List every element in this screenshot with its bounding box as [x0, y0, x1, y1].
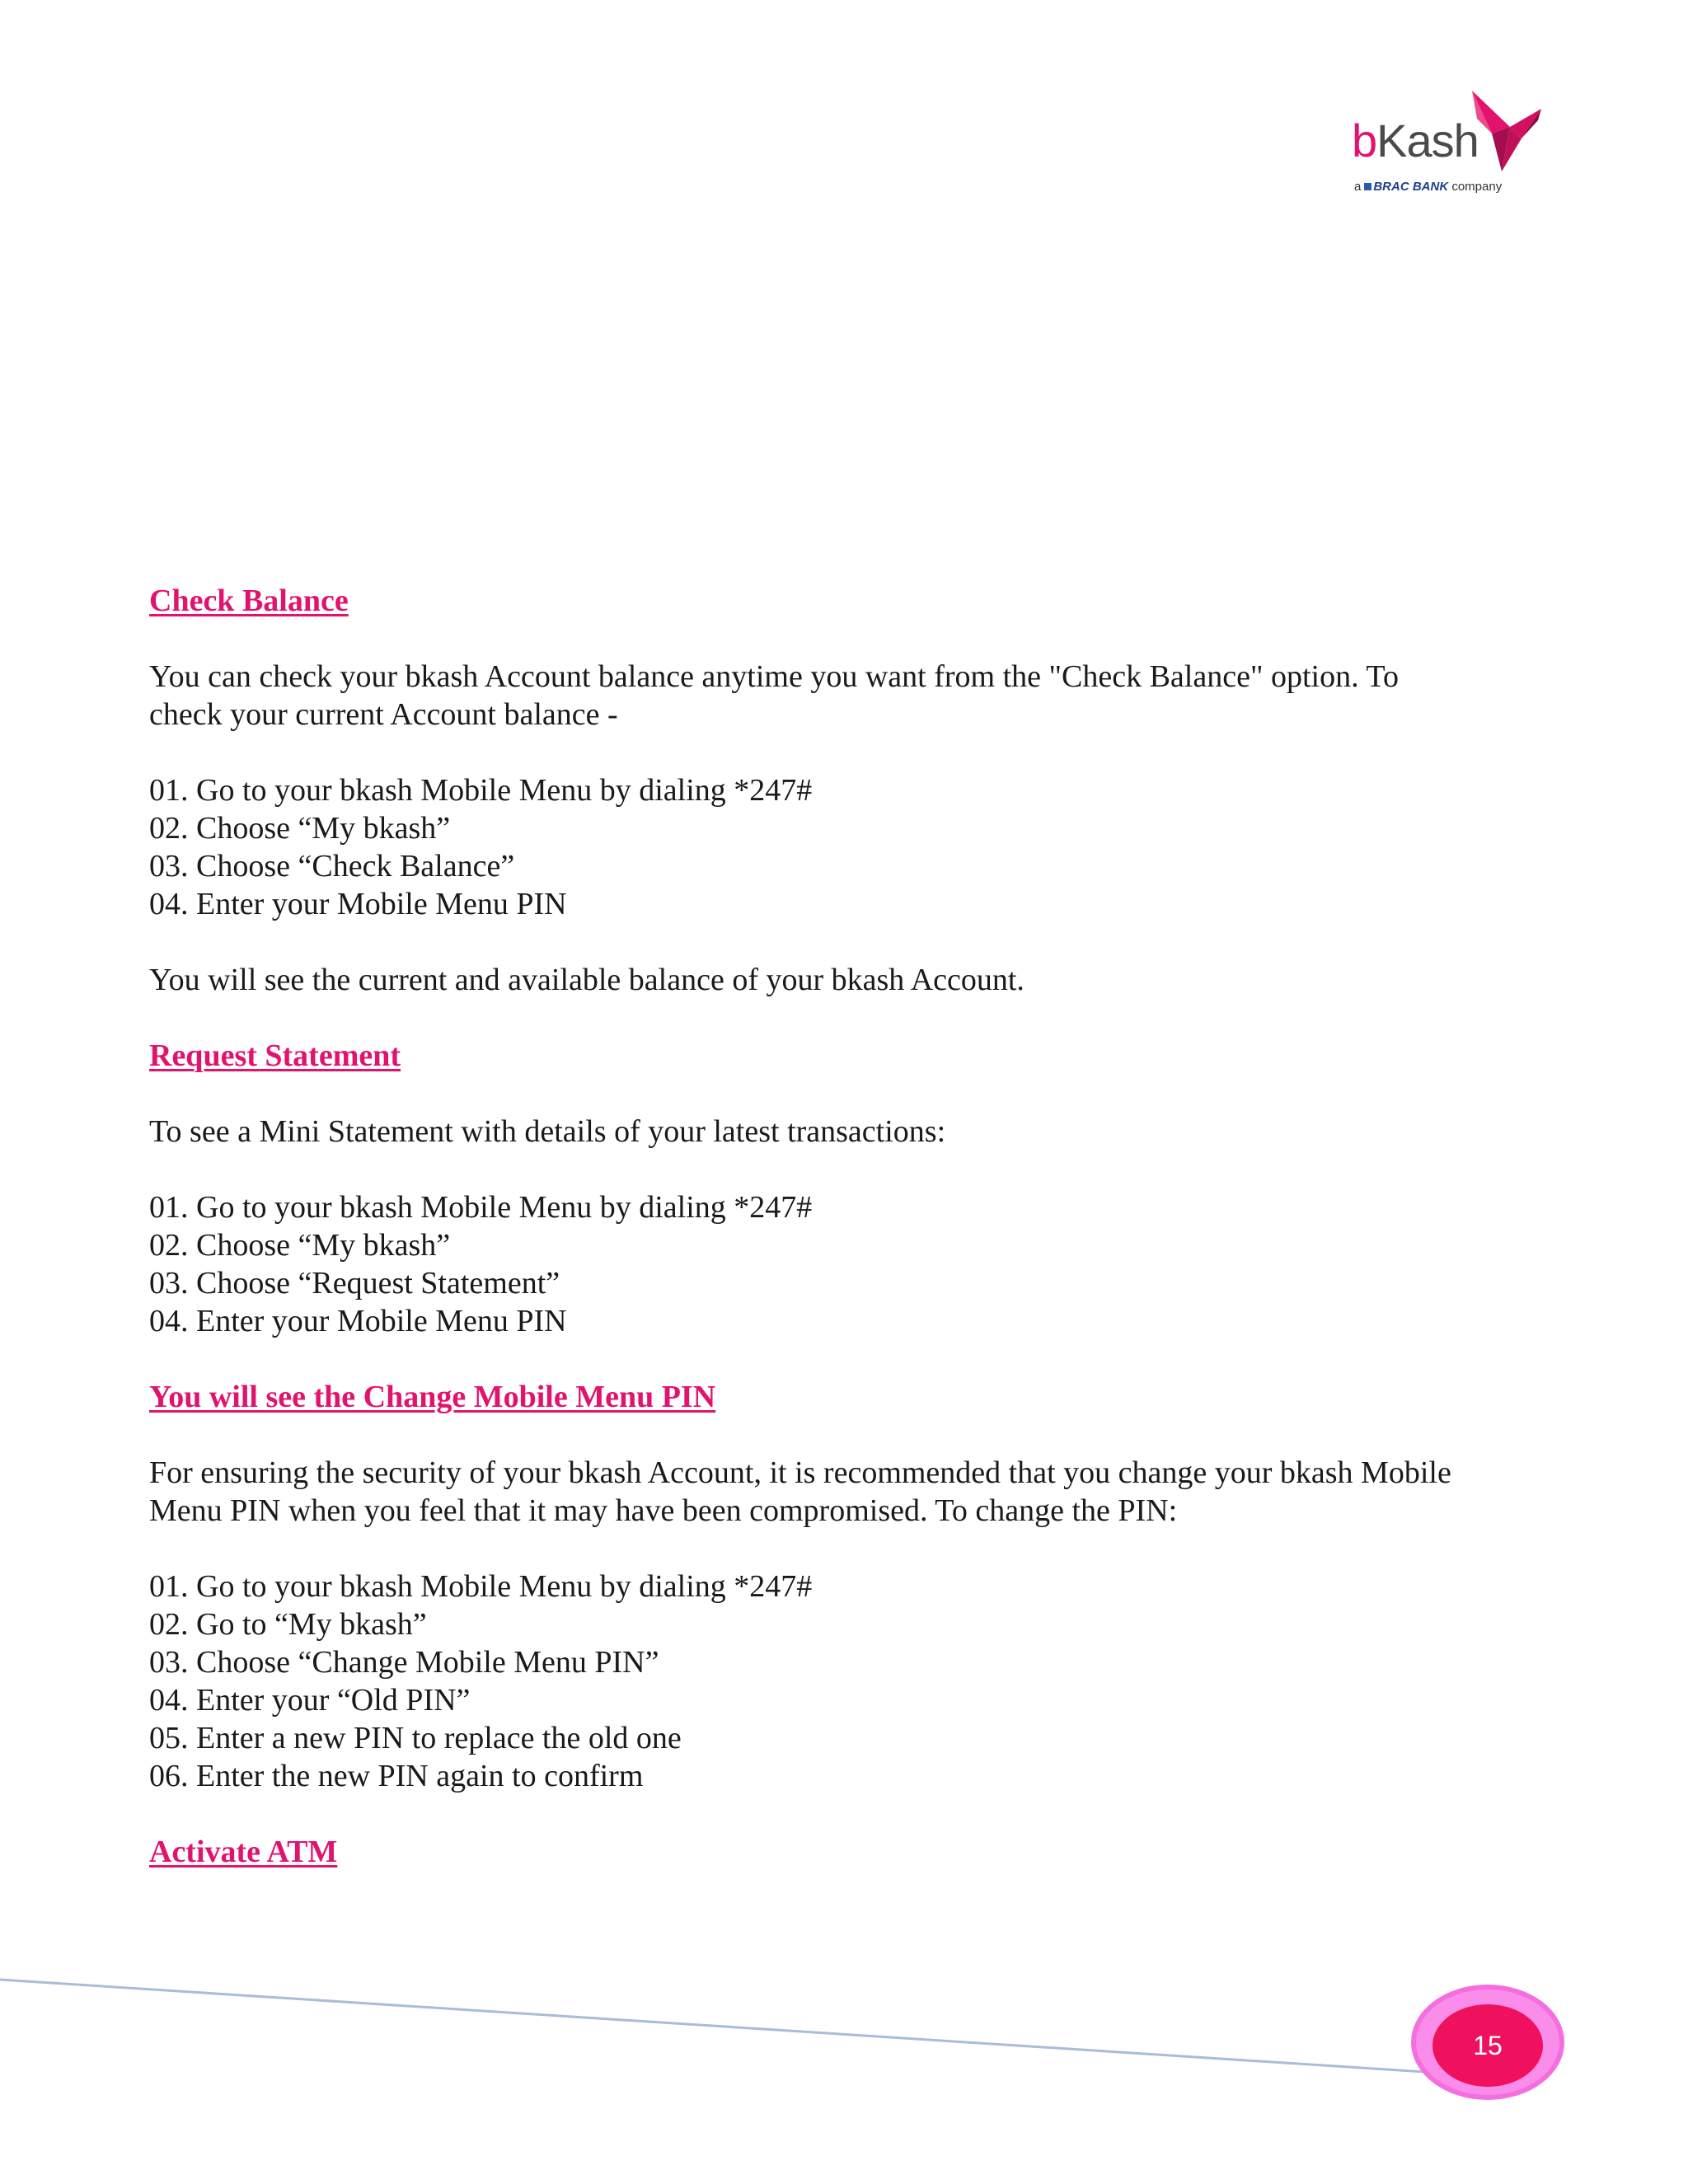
- check-balance-step: 03. Choose “Check Balance”: [149, 849, 515, 883]
- heading-change-pin: You will see the Change Mobile Menu PIN: [149, 1380, 716, 1414]
- logo-wordmark-b: b: [1352, 115, 1377, 166]
- document-body: [149, 582, 1550, 1871]
- request-statement-step: 01. Go to your bkash Mobile Menu by dialing *247#: [149, 1190, 813, 1225]
- change-pin-step: 06. Enter the new PIN again to confirm: [149, 1759, 644, 1793]
- logo-tagline-suffix: company: [1451, 180, 1503, 194]
- check-balance-step: 01. Go to your bkash Mobile Menu by dialing *247#: [149, 773, 813, 808]
- logo-tagline-prefix: a: [1354, 180, 1362, 194]
- page-number-badge: [1411, 1985, 1564, 2100]
- logo-wordmark-rest: Kash: [1376, 115, 1479, 166]
- origami-bird-icon: [1472, 91, 1541, 173]
- change-pin-step: 03. Choose “Change Mobile Menu PIN”: [149, 1645, 659, 1680]
- check-balance-step: 02. Choose “My bkash”: [149, 811, 451, 846]
- request-statement-step: 02. Choose “My bkash”: [149, 1228, 451, 1263]
- logo-tagline-brand: BRAC BANK: [1373, 180, 1449, 194]
- check-balance-outro: You will see the current and available balance of your bkash Account.: [149, 963, 1025, 997]
- heading-activate-atm: Activate ATM: [149, 1835, 338, 1869]
- heading-check-balance: Check Balance: [149, 583, 349, 618]
- check-balance-step: 04. Enter your Mobile Menu PIN: [149, 887, 567, 921]
- logo-tagline: [1354, 180, 1502, 194]
- heading-request-statement: Request Statement: [149, 1038, 401, 1073]
- change-pin-step: 05. Enter a new PIN to replace the old one: [149, 1721, 682, 1755]
- change-pin-step: 04. Enter your “Old PIN”: [149, 1683, 471, 1718]
- change-pin-intro-line1: For ensuring the security of your bkash Account, it is recommended that you change your bkash Mobile: [149, 1455, 1451, 1490]
- check-balance-intro-line2: check your current Account balance -: [149, 697, 618, 732]
- change-pin-step: 01. Go to your bkash Mobile Menu by dialing *247#: [149, 1569, 813, 1604]
- change-pin-step: 02. Go to “My bkash”: [149, 1607, 427, 1642]
- request-statement-step: 03. Choose “Request Statement”: [149, 1266, 560, 1301]
- page-number: 15: [1473, 2031, 1503, 2060]
- logo-wordmark: [1352, 114, 1479, 167]
- change-pin-intro-line2: Menu PIN when you feel that it may have been compromised. To change the PIN:: [149, 1493, 1178, 1528]
- check-balance-intro-line1: You can check your bkash Account balance anytime you want from the "Check Balance" option. To: [149, 659, 1399, 694]
- brac-square-icon: [1364, 183, 1372, 190]
- request-statement-intro: To see a Mini Statement with details of your latest transactions:: [149, 1114, 946, 1149]
- bkash-logo: [1352, 91, 1541, 206]
- request-statement-step: 04. Enter your Mobile Menu PIN: [149, 1304, 567, 1338]
